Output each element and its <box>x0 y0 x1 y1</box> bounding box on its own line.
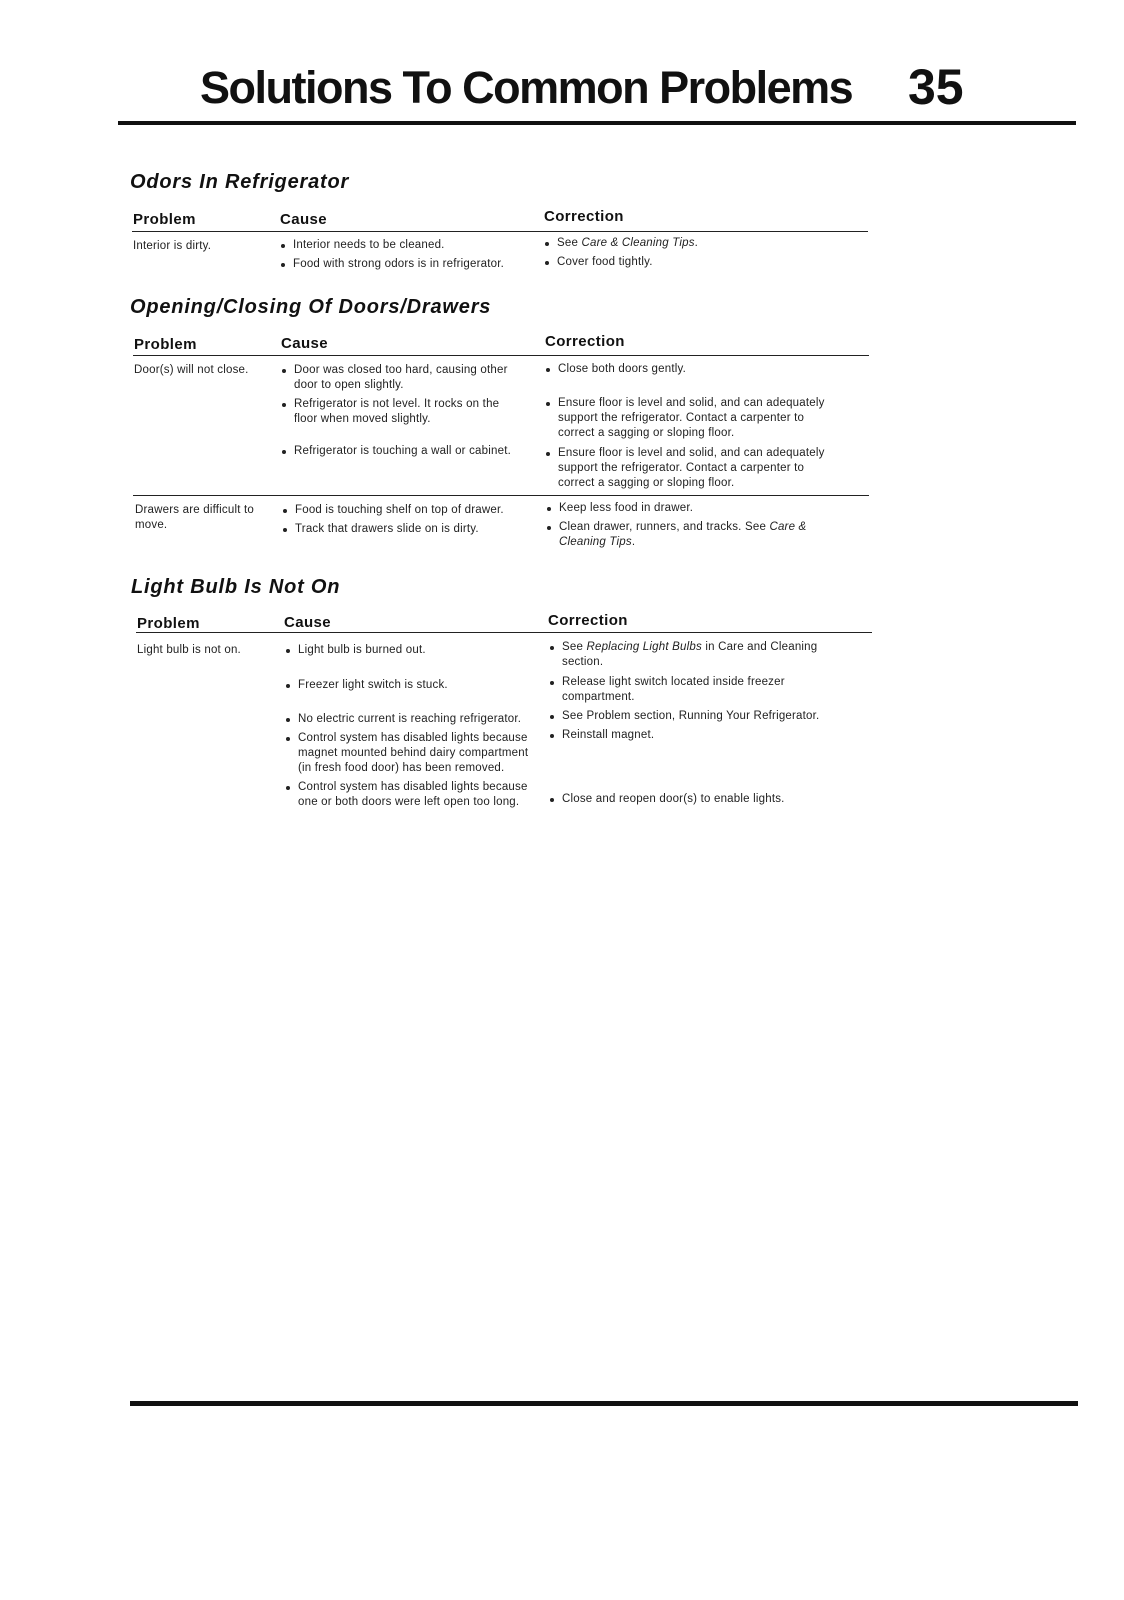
correction-list <box>544 236 844 270</box>
bullet-icon <box>281 244 285 248</box>
table-rule <box>132 231 868 232</box>
correction-item: Close and reopen door(s) to enable lights. <box>549 792 839 807</box>
table-row-divider <box>133 495 869 496</box>
cause-item: Refrigerator is touching a wall or cabinet. <box>281 444 521 459</box>
cause-list <box>285 643 530 810</box>
problem-cell: Light bulb is not on. <box>137 644 241 656</box>
cause-item: Freezer light switch is stuck. <box>285 678 530 693</box>
table-rule <box>133 355 869 356</box>
correction-item: Cover food tightly. <box>544 255 844 270</box>
bullet-icon <box>547 526 551 530</box>
page-number: 35 <box>908 59 964 115</box>
cause-item: Control system has disabled lights because one or both doors were left open too long. <box>285 780 530 810</box>
bullet-icon <box>546 368 550 372</box>
section-heading-odors: Odors In Refrigerator <box>130 171 350 193</box>
correction-list <box>546 501 831 550</box>
cause-item: Food is touching shelf on top of drawer. <box>282 503 522 518</box>
column-header-cause: Cause <box>281 335 329 352</box>
bullet-icon <box>550 734 554 738</box>
column-header-cause: Cause <box>280 211 328 228</box>
table-rule <box>136 632 872 633</box>
bullet-icon <box>550 681 554 685</box>
bullet-icon <box>286 718 290 722</box>
bullet-icon <box>550 646 554 650</box>
bullet-icon <box>283 509 287 513</box>
correction-list <box>545 362 840 491</box>
cause-list <box>280 238 525 272</box>
section-heading-light-bulb: Light Bulb Is Not On <box>131 576 341 598</box>
bullet-icon <box>286 786 290 790</box>
bullet-icon <box>550 715 554 719</box>
cause-item: Control system has disabled lights because magnet mounted behind dairy compartment (in fresh food door) has been removed. <box>285 731 530 776</box>
correction-item: See Care & Cleaning Tips. <box>544 236 844 251</box>
bullet-icon <box>547 507 551 511</box>
bullet-icon <box>545 242 549 246</box>
cause-item: Refrigerator is not level. It rocks on the floor when moved slightly. <box>281 397 521 427</box>
column-header-problem: Problem <box>137 615 200 632</box>
correction-item: Keep less food in drawer. <box>546 501 831 516</box>
column-header-correction: Correction <box>545 333 625 350</box>
correction-item: Ensure floor is level and solid, and can adequately support the refrigerator. Contact a carpenter to correct a sagging or sloping floor. <box>545 396 840 441</box>
problem-cell: Interior is dirty. <box>133 240 212 252</box>
bullet-icon <box>286 684 290 688</box>
bullet-icon <box>550 798 554 802</box>
problem-cell: Door(s) will not close. <box>134 364 249 376</box>
bullet-icon <box>286 737 290 741</box>
correction-item: Clean drawer, runners, and tracks. See Care & Cleaning Tips. <box>546 520 831 550</box>
problem-cell: Drawers are difficult to move. <box>135 504 254 531</box>
page-title: Solutions To Common Problems <box>200 62 853 113</box>
bullet-icon <box>282 450 286 454</box>
cause-item: Food with strong odors is in refrigerator. <box>280 257 525 272</box>
correction-item: See Replacing Light Bulbs in Care and Cleaning section. <box>549 640 839 670</box>
correction-item: Reinstall magnet. <box>549 728 839 743</box>
correction-item: Close both doors gently. <box>545 362 840 377</box>
section-heading-doors: Opening/Closing Of Doors/Drawers <box>130 296 492 318</box>
bullet-icon <box>286 649 290 653</box>
column-header-correction: Correction <box>548 612 628 629</box>
bullet-icon <box>545 261 549 265</box>
column-header-problem: Problem <box>134 336 197 353</box>
cause-item: Track that drawers slide on is dirty. <box>282 522 522 537</box>
correction-item: Ensure floor is level and solid, and can adequately support the refrigerator. Contact a carpenter to correct a sagging or sloping floor. <box>545 446 840 491</box>
cause-list <box>282 503 522 537</box>
footer-rule <box>130 1401 1078 1406</box>
cause-item: Door was closed too hard, causing other door to open slightly. <box>281 363 521 393</box>
bullet-icon <box>282 403 286 407</box>
cause-item: Light bulb is burned out. <box>285 643 530 658</box>
header-rule <box>118 121 1076 125</box>
bullet-icon <box>282 369 286 373</box>
cause-list <box>281 363 521 459</box>
cause-item: Interior needs to be cleaned. <box>280 238 525 253</box>
bullet-icon <box>546 452 550 456</box>
column-header-correction: Correction <box>544 208 624 225</box>
correction-item: Release light switch located inside freezer compartment. <box>549 675 839 705</box>
bullet-icon <box>281 263 285 267</box>
bullet-icon <box>546 402 550 406</box>
cause-item: No electric current is reaching refrigerator. <box>285 712 530 727</box>
column-header-problem: Problem <box>133 211 196 228</box>
column-header-cause: Cause <box>284 614 332 631</box>
correction-list <box>549 640 839 807</box>
bullet-icon <box>283 528 287 532</box>
correction-item: See Problem section, Running Your Refrigerator. <box>549 709 839 724</box>
